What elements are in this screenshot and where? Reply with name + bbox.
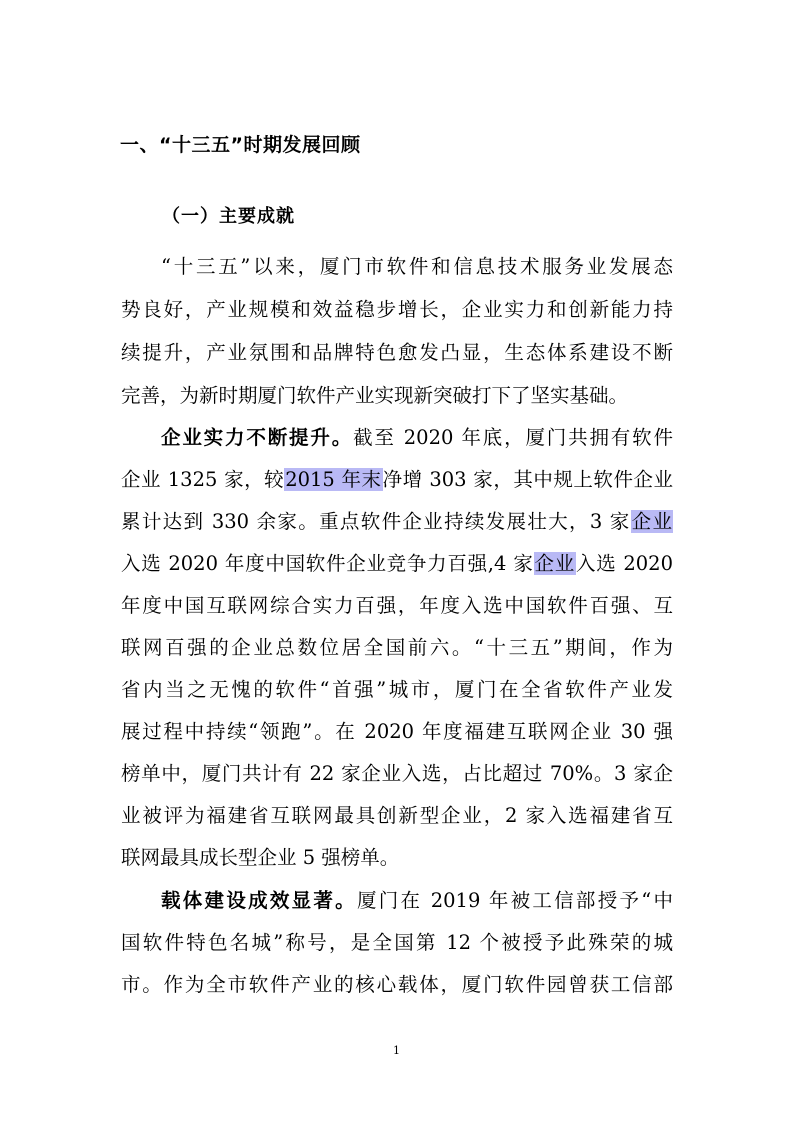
paragraph-line: 市。作为全市软件产业的核心载体，厦门软件园曾获工信部 — [121, 973, 673, 996]
paragraph-line: 榜单中，厦门共计有 22 家企业入选，占比超过 70%。3 家企 — [121, 762, 673, 785]
paragraph-line: 联网百强的企业总数位居全国前六。“十三五”期间，作为 — [121, 636, 673, 659]
heading-section-review: 一、“十三五”时期发展回顾 — [120, 134, 361, 156]
paragraph-line: 展过程中持续“领跑”。在 2020 年度福建互联网企业 30 强 — [121, 720, 673, 743]
paragraph-line: 省内当之无愧的软件“首强”城市，厦门在全省软件产业发 — [121, 678, 673, 701]
paragraph-line — [161, 425, 673, 451]
paragraph-line — [121, 551, 673, 577]
paragraph-line: 续提升，产业氛围和品牌特色愈发凸显，生态体系建设不断 — [121, 341, 673, 364]
text-span: 入选 2020 — [576, 552, 673, 575]
paragraph-line — [161, 888, 673, 914]
text-span: 入选 2020 年度中国软件企业竞争力百强,4 家 — [121, 552, 534, 575]
highlighted-text[interactable]: 2015 年末 — [285, 468, 382, 491]
paragraph-line: 势良好，产业规模和效益稳步增长，企业实力和创新能力持 — [121, 298, 673, 321]
paragraph-line — [121, 467, 673, 493]
paragraph-line: 联网最具成长型企业 5 强榜单。 — [121, 846, 400, 869]
paragraph-line: 业被评为福建省互联网最具创新型企业，2 家入选福建省互 — [121, 804, 673, 827]
paragraph-line — [121, 509, 673, 535]
text-span: 截至 2020 年底，厦门共拥有软件 — [353, 426, 673, 449]
text-span: 净增 303 家，其中规上软件企业 — [382, 468, 673, 491]
text-span: 企业 1325 家，较 — [121, 468, 285, 491]
highlighted-text[interactable]: 企业 — [631, 510, 672, 533]
paragraph-line: “十三五”以来，厦门市软件和信息技术服务业发展态 — [161, 255, 673, 278]
paragraph-lead: 企业实力不断提升。 — [161, 426, 354, 449]
paragraph-line: 国软件特色名城”称号，是全国第 12 个被授予此殊荣的城 — [121, 931, 673, 954]
paragraph-lead: 载体建设成效显著。 — [161, 889, 357, 912]
text-span: 厦门在 2019 年被工信部授予“中 — [356, 889, 673, 912]
highlighted-text[interactable]: 企业 — [534, 552, 575, 575]
paragraph-line: 年度中国互联网综合实力百强，年度入选中国软件百强、互 — [121, 594, 673, 617]
text-span: 累计达到 330 余家。重点软件企业持续发展壮大，3 家 — [121, 510, 631, 533]
heading-main-achievements: （一）主要成就 — [162, 206, 295, 227]
paragraph-line: 完善，为新时期厦门软件产业实现新突破打下了坚实基础。 — [121, 384, 629, 407]
page-number: 1 — [393, 1044, 400, 1057]
